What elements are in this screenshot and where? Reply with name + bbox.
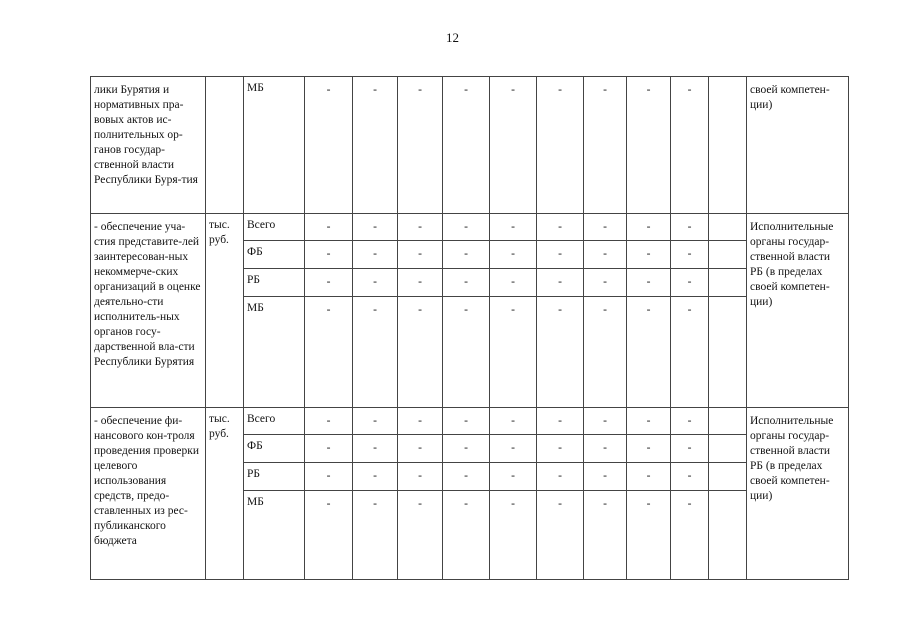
amount-cell: -: [584, 491, 627, 580]
amount-cell: -: [584, 77, 627, 214]
responsible-executor: Исполнительные органы государ-ственной власти РБ (в пределах своей компетен-ции): [747, 408, 849, 580]
amount-cell: -: [398, 77, 443, 214]
amount-cell: -: [398, 214, 443, 241]
amount-cell: -: [490, 241, 537, 269]
amount-cell: -: [537, 297, 584, 408]
amount-cell: -: [537, 77, 584, 214]
measure-description: - обеспечение фи-нансового кон-троля проведения проверки целевого использования средств, предо-ставленных из рес-публиканского бюджета: [91, 408, 206, 580]
responsible-executor: своей компетен-ции): [747, 77, 849, 214]
amount-cell: -: [584, 408, 627, 435]
amount-cell: -: [671, 214, 709, 241]
funding-source: РБ: [244, 269, 305, 297]
amount-cell: -: [305, 77, 353, 214]
amount-cell: -: [490, 491, 537, 580]
table-row: [91, 408, 849, 435]
empty-cell: [709, 214, 747, 241]
amount-cell: -: [353, 214, 398, 241]
amount-cell: -: [353, 408, 398, 435]
amount-cell: -: [443, 269, 490, 297]
amount-cell: -: [443, 297, 490, 408]
amount-cell: -: [537, 491, 584, 580]
amount-cell: -: [305, 297, 353, 408]
funding-source: МБ: [244, 77, 305, 214]
amount-cell: -: [398, 297, 443, 408]
empty-cell: [709, 408, 747, 435]
amount-cell: -: [627, 463, 671, 491]
amount-cell: -: [443, 77, 490, 214]
amount-cell: -: [490, 408, 537, 435]
amount-cell: -: [671, 435, 709, 463]
amount-cell: -: [671, 491, 709, 580]
amount-cell: -: [305, 408, 353, 435]
table-row: [91, 214, 849, 241]
amount-cell: -: [671, 241, 709, 269]
amount-cell: -: [353, 297, 398, 408]
unit-of-measure: тыс. руб.: [206, 408, 244, 580]
amount-cell: -: [627, 408, 671, 435]
amount-cell: -: [627, 435, 671, 463]
table-row: [91, 77, 849, 214]
amount-cell: -: [671, 463, 709, 491]
amount-cell: -: [627, 214, 671, 241]
funding-source: ФБ: [244, 241, 305, 269]
amount-cell: -: [398, 241, 443, 269]
amount-cell: -: [353, 435, 398, 463]
amount-cell: -: [671, 297, 709, 408]
empty-cell: [709, 77, 747, 214]
amount-cell: -: [584, 435, 627, 463]
amount-cell: -: [584, 214, 627, 241]
funding-source: ФБ: [244, 435, 305, 463]
amount-cell: -: [443, 408, 490, 435]
amount-cell: -: [305, 435, 353, 463]
amount-cell: -: [584, 463, 627, 491]
amount-cell: -: [537, 408, 584, 435]
amount-cell: -: [398, 408, 443, 435]
amount-cell: -: [398, 269, 443, 297]
amount-cell: -: [627, 269, 671, 297]
amount-cell: -: [443, 214, 490, 241]
empty-cell: [709, 491, 747, 580]
funding-source: РБ: [244, 463, 305, 491]
amount-cell: -: [627, 491, 671, 580]
amount-cell: -: [353, 491, 398, 580]
amount-cell: -: [490, 269, 537, 297]
amount-cell: -: [398, 463, 443, 491]
funding-source: МБ: [244, 491, 305, 580]
amount-cell: -: [537, 269, 584, 297]
empty-cell: [709, 463, 747, 491]
amount-cell: -: [398, 491, 443, 580]
amount-cell: -: [584, 269, 627, 297]
unit-of-measure: [206, 77, 244, 214]
amount-cell: -: [490, 463, 537, 491]
amount-cell: -: [671, 269, 709, 297]
amount-cell: -: [353, 463, 398, 491]
empty-cell: [709, 297, 747, 408]
amount-cell: -: [584, 297, 627, 408]
amount-cell: -: [443, 241, 490, 269]
amount-cell: -: [443, 463, 490, 491]
empty-cell: [709, 241, 747, 269]
amount-cell: -: [353, 77, 398, 214]
amount-cell: -: [627, 241, 671, 269]
amount-cell: -: [627, 77, 671, 214]
amount-cell: -: [305, 241, 353, 269]
amount-cell: -: [537, 214, 584, 241]
empty-cell: [709, 269, 747, 297]
budget-table: [90, 76, 849, 580]
measure-description: - обеспечение уча-стия представите-лей заинтересован-ных некоммерче-ских организаций в оценке деятельно-сти исполнитель-ных органов госу-дарственной вла-сти Республики Бурятия: [91, 214, 206, 408]
amount-cell: -: [353, 241, 398, 269]
amount-cell: -: [490, 297, 537, 408]
amount-cell: -: [305, 463, 353, 491]
page-number: 12: [446, 30, 459, 45]
amount-cell: -: [305, 491, 353, 580]
amount-cell: -: [537, 241, 584, 269]
amount-cell: -: [443, 491, 490, 580]
amount-cell: -: [305, 269, 353, 297]
amount-cell: -: [671, 77, 709, 214]
amount-cell: -: [443, 435, 490, 463]
amount-cell: -: [490, 435, 537, 463]
responsible-executor: Исполнительные органы государ-ственной власти РБ (в пределах своей компетен-ции): [747, 214, 849, 408]
measure-description: лики Бурятия и нормативных пра-вовых актов ис-полнительных ор-ганов государ-ственной власти Республики Буря-тия: [91, 77, 206, 214]
amount-cell: -: [537, 463, 584, 491]
amount-cell: -: [305, 214, 353, 241]
amount-cell: -: [398, 435, 443, 463]
unit-of-measure: тыс. руб.: [206, 214, 244, 408]
amount-cell: -: [627, 297, 671, 408]
amount-cell: -: [671, 408, 709, 435]
amount-cell: -: [584, 241, 627, 269]
amount-cell: -: [537, 435, 584, 463]
funding-source: Всего: [244, 408, 305, 435]
amount-cell: -: [353, 269, 398, 297]
amount-cell: -: [490, 77, 537, 214]
funding-source: Всего: [244, 214, 305, 241]
funding-source: МБ: [244, 297, 305, 408]
empty-cell: [709, 435, 747, 463]
amount-cell: -: [490, 214, 537, 241]
